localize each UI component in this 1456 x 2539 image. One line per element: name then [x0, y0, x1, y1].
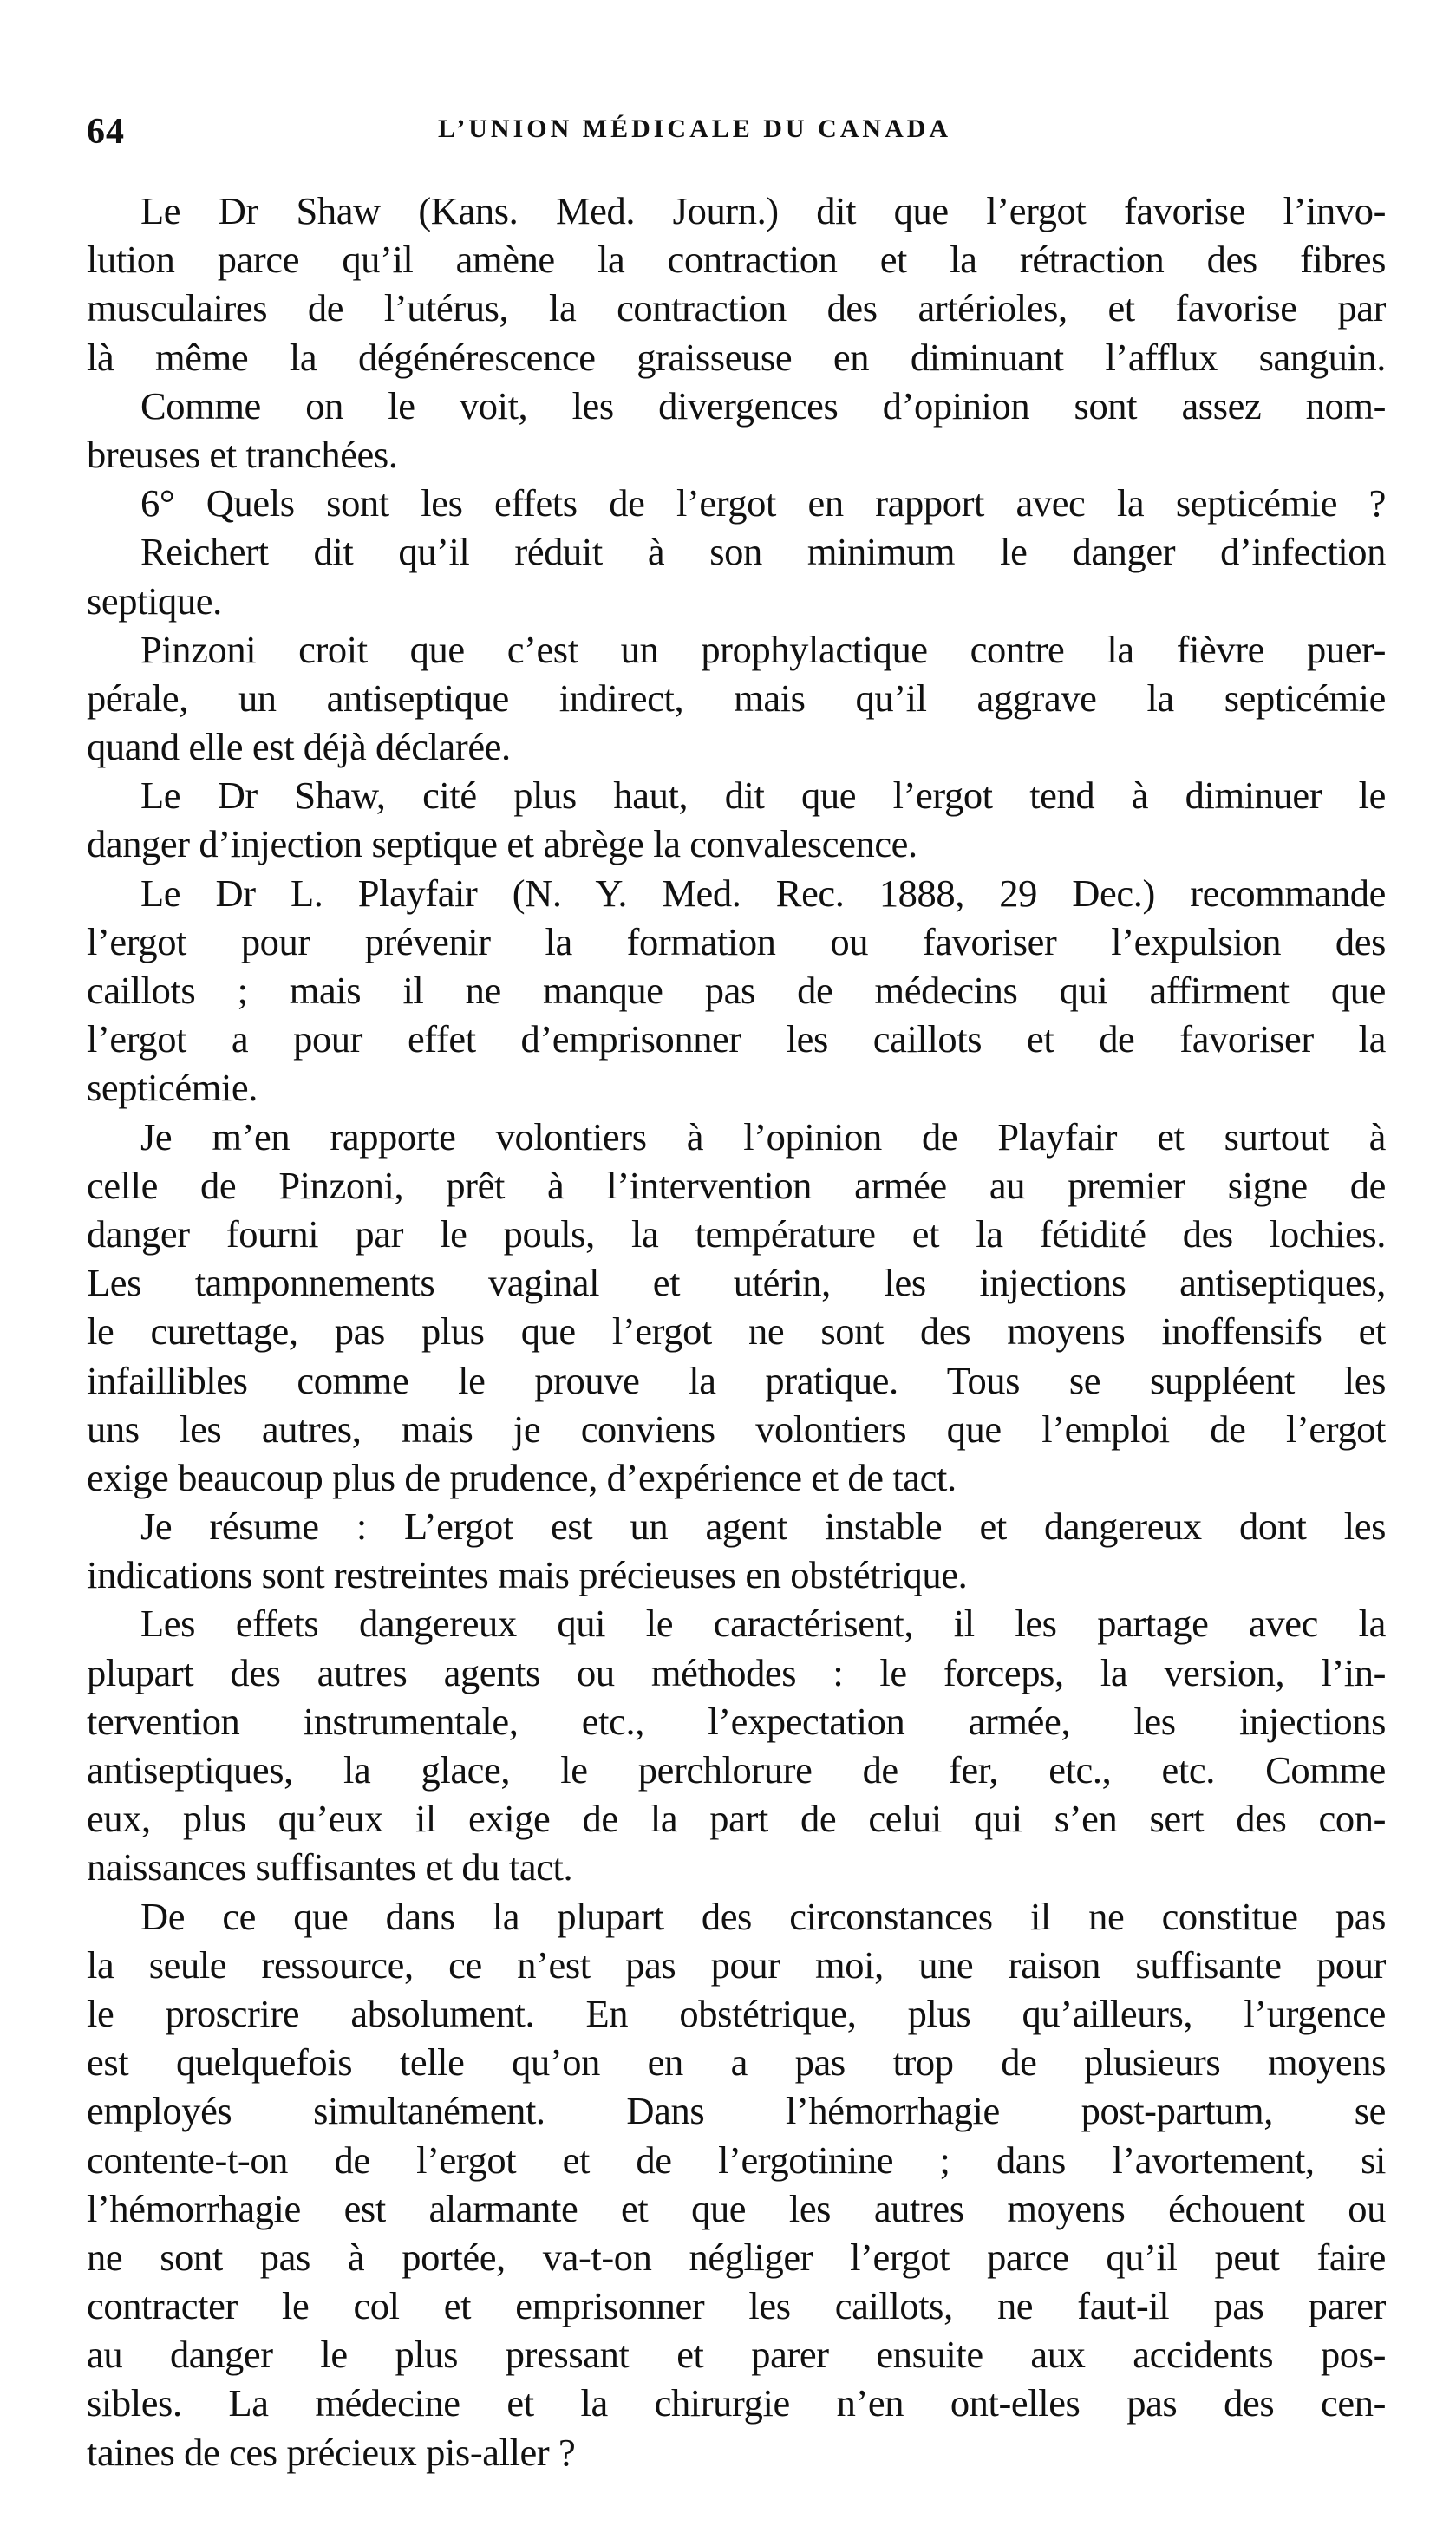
text-line: infaillibles comme le prouve la pratique. Tous se suppléent les — [87, 1358, 1386, 1402]
text-line: danger fourni par le pouls, la température et la fétidité des lochies. — [87, 1211, 1386, 1256]
text-line: l’hémorrhagie est alarmante et que les autres moyens échouent ou — [87, 2186, 1386, 2230]
page-number: 64 — [87, 112, 125, 152]
text-line: le curettage, pas plus que l’ergot ne sont des moyens inoffensifs et — [87, 1309, 1386, 1354]
text-line: plupart des autres agents ou méthodes : le forceps, la version, l’in- — [87, 1650, 1386, 1694]
text-line: septicémie. — [87, 1066, 258, 1110]
text-line: est quelquefois telle qu’on en a pas trop de plusieurs moyens — [87, 2040, 1386, 2085]
text-line: au danger le plus pressant et parer ensuite aux accidents pos- — [87, 2333, 1386, 2377]
text-line: Je résume : L’ergot est un agent instable et dangereux dont les — [140, 1504, 1386, 1549]
text-line: contracter le col et emprisonner les caillots, ne faut-il pas parer — [87, 2284, 1386, 2328]
text-line: indications sont restreintes mais précieuses en obstétrique. — [87, 1553, 968, 1597]
text-line: quand elle est déjà déclarée. — [87, 725, 511, 769]
text-line: musculaires de l’utérus, la contraction des artérioles, et favorise par — [87, 286, 1386, 330]
text-line: danger d’injection septique et abrège la convalescence. — [87, 822, 917, 866]
text-line: antiseptiques, la glace, le perchlorure de fer, etc., etc. Comme — [87, 1748, 1386, 1792]
text-line: ne sont pas à portée, va-t-on négliger l’ergot parce qu’il peut faire — [87, 2235, 1386, 2279]
text-line: Le Dr Shaw, cité plus haut, dit que l’ergot tend à diminuer le — [140, 773, 1386, 818]
text-line: la seule ressource, ce n’est pas pour moi, une raison suffisante pour — [87, 1942, 1386, 1987]
running-title: L’UNION MÉDICALE DU CANADA — [438, 114, 952, 143]
text-line: le proscrire absolument. En obstétrique, plus qu’ailleurs, l’urgence — [87, 1991, 1386, 2035]
text-line: sibles. La médecine et la chirurgie n’en ont-elles pas des cen- — [87, 2381, 1386, 2425]
text-line: uns les autres, mais je conviens volontiers que l’emploi de l’ergot — [87, 1407, 1386, 1451]
text-line: breuses et tranchées. — [87, 432, 398, 476]
text-line: Le Dr Shaw (Kans. Med. Journ.) dit que l’ergot favorise l’invo- — [140, 189, 1386, 232]
text-line: Comme on le voit, les divergences d’opinion sont assez nom- — [140, 383, 1386, 428]
text-line: Les effets dangereux qui le caractérisent, il les partage avec la — [140, 1602, 1386, 1646]
text-line: là même la dégénérescence graisseuse en diminuant l’afflux sanguin. — [87, 335, 1386, 379]
text-line: employés simultanément. Dans l’hémorrhagie post-partum, se — [87, 2089, 1386, 2133]
text-line: contente-t-on de l’ergot et de l’ergotinine ; dans l’avortement, si — [87, 2138, 1386, 2182]
text-line: septique. — [87, 578, 222, 623]
text-line: taines de ces précieux pis-aller ? — [87, 2430, 576, 2474]
text-line: Le Dr L. Playfair (N. Y. Med. Rec. 1888, 29 Dec.) recommande — [140, 871, 1386, 915]
text-line: Je m’en rapporte volontiers à l’opinion de Playfair et surtout à — [140, 1114, 1386, 1159]
text-line: lution parce qu’il amène la contraction et la rétraction des fibres — [87, 238, 1386, 282]
text-line: pérale, un antiseptique indirect, mais qu’il aggrave la septicémie — [87, 676, 1386, 720]
text-line: exige beaucoup plus de prudence, d’expérience et de tact. — [87, 1455, 957, 1499]
text-line: Les tamponnements vaginal et utérin, les injections antiseptiques, — [87, 1261, 1386, 1305]
text-line: De ce que dans la plupart des circonstances il ne constitue pas — [140, 1894, 1386, 1938]
text-line: naissances suffisantes et du tact. — [87, 1845, 573, 1890]
text-line: celle de Pinzoni, prêt à l’intervention armée au premier signe de — [87, 1163, 1386, 1207]
text-line: Reichert dit qu’il réduit à son minimum le danger d’infection — [140, 530, 1386, 574]
text-line: tervention instrumentale, etc., l’expectation armée, les injections — [87, 1699, 1386, 1743]
text-line: Pinzoni croit que c’est un prophylactique contre la fièvre puer- — [140, 627, 1386, 671]
text-line: l’ergot pour prévenir la formation ou favoriser l’expulsion des — [87, 919, 1386, 963]
text-line: l’ergot a pour effet d’emprisonner les caillots et de favoriser la — [87, 1017, 1386, 1061]
text-line: caillots ; mais il ne manque pas de médecins qui affirment que — [87, 969, 1386, 1012]
page-header — [87, 111, 1387, 154]
body-text — [87, 186, 1386, 2477]
text-line: eux, plus qu’eux il exige de la part de celui qui s’en sert des con- — [87, 1797, 1386, 1841]
text-line: 6° Quels sont les effets de l’ergot en rapport avec la septicémie ? — [140, 481, 1386, 525]
